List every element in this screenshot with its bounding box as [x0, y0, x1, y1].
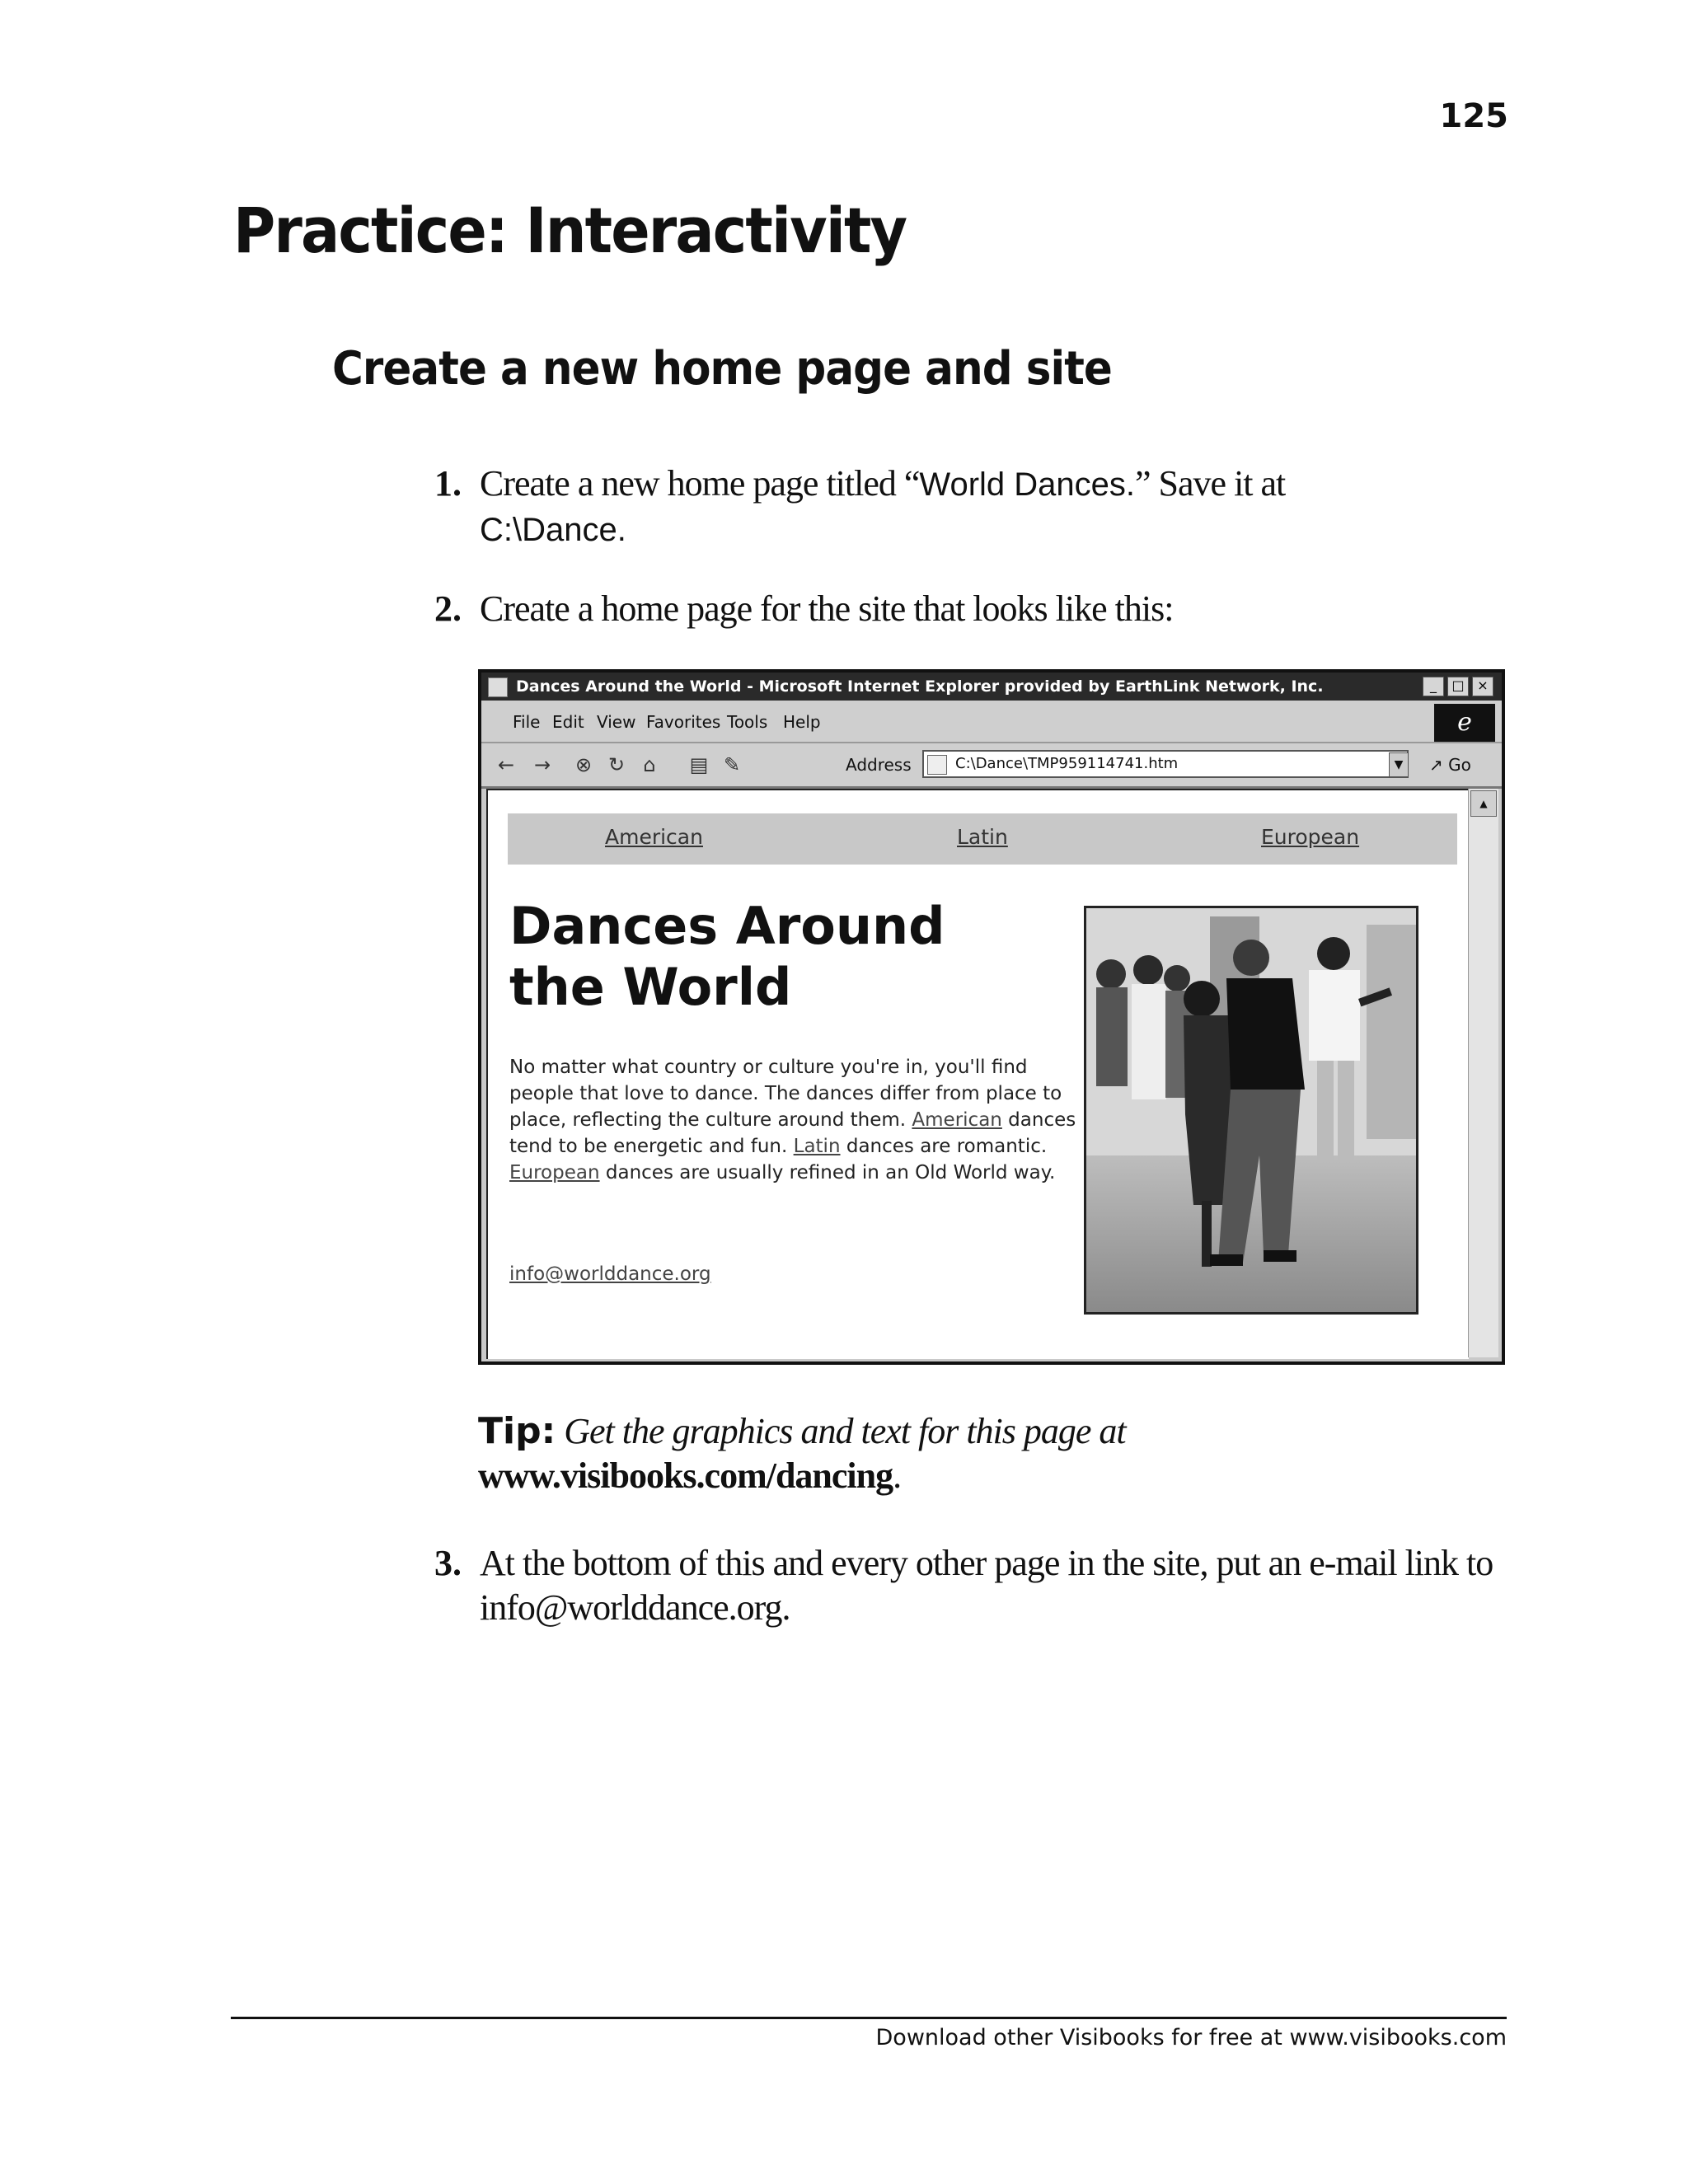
window-title: Dances Around the World - Microsoft Internet Explorer provided by EarthLink Network, Inc. [516, 677, 1324, 696]
edit-icon[interactable]: ✎ [723, 753, 741, 776]
step-text: Create a home page for the site that looks like this: [480, 588, 1174, 629]
inline-link-american[interactable]: American [912, 1109, 1002, 1131]
step-text-part: Create a new home page titled “ [480, 463, 920, 504]
footer-divider [231, 2017, 1507, 2019]
page-icon [927, 755, 947, 775]
tip-text: Get the graphics and text for this page at [556, 1411, 1126, 1451]
step-text [480, 462, 1535, 552]
menu-tools[interactable]: Tools [727, 712, 768, 732]
tip-url: www.visibooks.com/dancing [478, 1455, 893, 1496]
home-icon[interactable]: ⌂ [643, 753, 656, 776]
dancers-photo-svg [1086, 908, 1416, 1312]
body-part: No matter what country or culture you're in, you'll find people that love to dance. The dances differ from place to place, reflecting the culture around them. [509, 1057, 1062, 1131]
site-title: Dances Around the World [509, 896, 945, 1017]
inline-link-european[interactable]: European [509, 1162, 600, 1183]
browser-screenshot [478, 669, 1505, 1365]
menu-view[interactable]: View [597, 712, 636, 732]
menu-help[interactable]: Help [783, 712, 821, 732]
print-icon[interactable]: ▤ [689, 753, 709, 776]
scroll-up-icon[interactable]: ▲ [1470, 790, 1497, 817]
body-part: dances tend to be energetic and fun. [509, 1109, 1076, 1157]
nav-link-latin[interactable]: Latin [957, 825, 1008, 849]
menu-file[interactable]: File [513, 712, 541, 732]
site-body-text [509, 1054, 1078, 1186]
browser-titlebar [481, 673, 1502, 701]
menu-favorites[interactable]: Favorites [646, 712, 721, 732]
body-part: dances are usually refined in an Old World way. [599, 1162, 1056, 1183]
dancers-photo [1084, 906, 1418, 1315]
body-part: dances are romantic. [840, 1136, 1048, 1157]
toolbar [481, 743, 1502, 789]
inline-link-latin[interactable]: Latin [793, 1136, 841, 1157]
address-value: C:\Dance\TMP959114741.htm [955, 755, 1179, 772]
email-link[interactable]: info@worlddance.org [509, 1263, 711, 1285]
section-heading: Create a new home page and site [332, 342, 1112, 396]
go-label: Go [1448, 755, 1471, 775]
browser-viewport [486, 789, 1469, 1359]
tip-label: Tip: [478, 1410, 556, 1452]
step-number: 3. [434, 1543, 462, 1583]
ie-app-icon [488, 677, 508, 697]
step-text: At the bottom of this and every other page in the site, put an e-mail link to info@worlddance.org. [480, 1543, 1493, 1628]
step-text-part: ” Save it at [1135, 463, 1286, 504]
ie-logo-icon: e [1434, 704, 1495, 742]
nav-link-european[interactable]: European [1261, 825, 1360, 849]
page-title-value: World Dances. [919, 466, 1136, 503]
vertical-scrollbar[interactable] [1468, 789, 1498, 1357]
forward-icon[interactable]: → [533, 753, 551, 776]
footer-text: Download other Visibooks for free at www.visibooks.com [875, 2025, 1507, 2050]
go-button[interactable]: ↗ Go [1429, 755, 1471, 775]
address-label: Address [846, 755, 912, 775]
menu-edit[interactable]: Edit [552, 712, 584, 732]
minimize-icon[interactable]: _ [1423, 677, 1444, 696]
tip [478, 1409, 1550, 1498]
save-path: C:\Dance. [480, 512, 626, 548]
page-heading: Practice: Interactivity [233, 194, 907, 267]
close-icon[interactable]: × [1472, 677, 1493, 696]
step-number: 2. [434, 588, 462, 629]
page-number: 125 [1439, 97, 1508, 135]
tip-end: . [893, 1455, 903, 1496]
step-number: 1. [434, 463, 462, 504]
address-dropdown-icon[interactable]: ▼ [1389, 752, 1409, 777]
stop-icon[interactable]: ⊗ [574, 753, 593, 776]
refresh-icon[interactable]: ↻ [607, 753, 626, 776]
address-input[interactable] [922, 750, 1409, 778]
nav-link-american[interactable]: American [605, 825, 703, 849]
maximize-icon[interactable]: □ [1447, 677, 1469, 696]
menu-bar [481, 701, 1502, 743]
site-nav [508, 813, 1457, 865]
back-icon[interactable]: ← [497, 753, 515, 776]
